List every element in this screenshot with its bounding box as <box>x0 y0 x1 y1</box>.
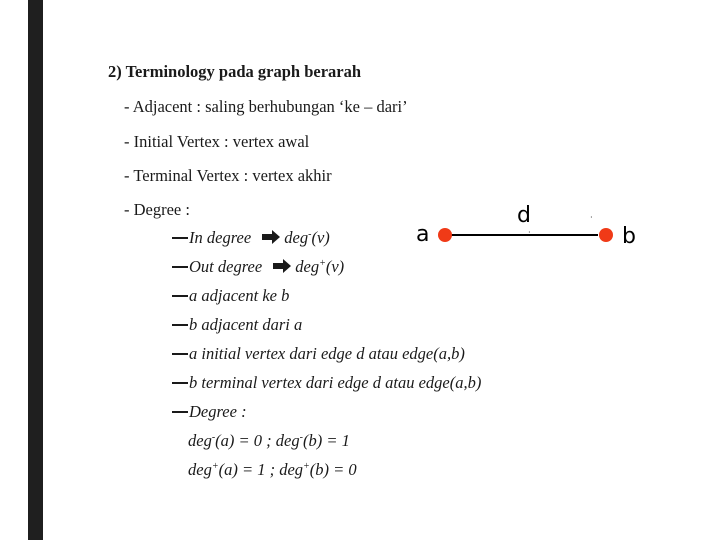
in-degree-line <box>172 228 330 248</box>
deg-sign: - <box>299 432 303 443</box>
statement-terminal-vertex <box>172 373 481 393</box>
edge-dot-mark: · <box>528 228 531 237</box>
dash-icon <box>172 295 188 297</box>
dash-icon <box>172 266 188 268</box>
out-degree-sign: + <box>319 258 326 269</box>
deg-term: deg <box>188 460 212 479</box>
in-degree-sign: - <box>308 229 312 240</box>
dash-icon <box>172 382 188 384</box>
statement-text: Degree : <box>189 402 247 421</box>
out-degree-line <box>172 257 344 277</box>
deg-rest: (a) = 0 ; deg <box>215 431 300 450</box>
deg-rest: (a) = 1 ; deg <box>218 460 304 479</box>
bullet-degree: - Degree : <box>124 200 190 219</box>
edge-dot-mark: · <box>590 213 593 222</box>
in-degree-label: In degree <box>189 228 252 247</box>
deg-sign: - <box>211 432 216 443</box>
dash-icon <box>172 353 188 355</box>
statement-text: a adjacent ke b <box>189 286 290 305</box>
dash-icon <box>172 324 188 326</box>
out-degree-term: deg <box>295 257 320 276</box>
out-degree-label: Out degree <box>189 257 263 276</box>
in-degree-arg: (v) <box>311 228 330 247</box>
deg-minus-values <box>188 431 350 451</box>
node-a-label: a <box>416 222 430 247</box>
deg-rest: (b) = 0 <box>309 460 357 479</box>
node-b-label: b <box>622 224 636 249</box>
statement-degree <box>172 402 247 422</box>
statement-b-adjacent <box>172 315 302 335</box>
statement-text: b terminal vertex dari edge d atau edge(a,b) <box>189 373 482 392</box>
deg-plus-values <box>188 460 357 480</box>
left-accent-bar <box>28 0 43 540</box>
deg-rest: (b) = 1 <box>302 431 350 450</box>
bullet-terminal-vertex: - Terminal Vertex : vertex akhir <box>124 166 332 185</box>
directed-edge-diagram <box>410 198 650 258</box>
deg-sign: + <box>211 461 219 472</box>
dash-icon <box>172 237 188 239</box>
statement-text: a initial vertex dari edge d atau edge(a,b) <box>189 344 465 363</box>
dash-icon <box>172 411 188 413</box>
deg-sign: + <box>303 461 310 472</box>
deg-term: deg <box>188 431 212 450</box>
bullet-adjacent: - Adjacent : saling berhubungan ‘ke – dari’ <box>124 97 408 116</box>
out-degree-arg: (v) <box>325 257 345 276</box>
statement-initial-vertex <box>172 344 465 364</box>
slide-title: 2) Terminology pada graph berarah <box>108 62 362 81</box>
right-arrow-icon <box>261 229 281 245</box>
node-b <box>599 228 613 242</box>
bullet-initial-vertex: - Initial Vertex : vertex awal <box>124 132 310 151</box>
in-degree-term: deg <box>284 228 309 247</box>
statement-a-adjacent <box>172 286 289 306</box>
statement-text: b adjacent dari a <box>189 315 303 334</box>
edge-d-label: d <box>517 203 531 228</box>
right-arrow-icon <box>272 258 292 274</box>
node-a <box>438 228 452 242</box>
